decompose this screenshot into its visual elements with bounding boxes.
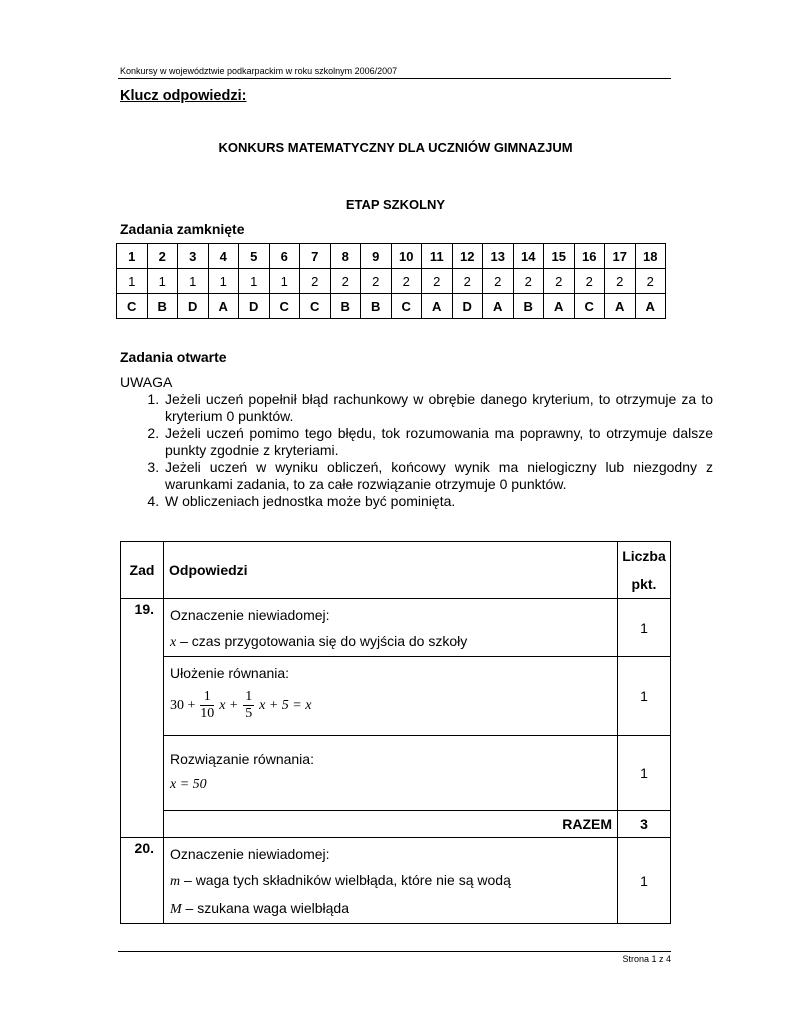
variable-m: m (170, 874, 181, 889)
variable-x-description: – czas przygotowania się do wyjścia do szkoły (176, 633, 468, 649)
answer-cell: A (544, 294, 575, 319)
task-19-equation-cell (164, 657, 618, 736)
task-19-total-points: 3 (618, 811, 671, 838)
points-cell: 2 (452, 269, 483, 294)
closed-answers-table (116, 243, 666, 319)
answer-row (117, 294, 666, 319)
points-cell: 2 (605, 269, 636, 294)
task-19-solution-label: Rozwiązanie równania: (170, 751, 314, 767)
points-cell: 2 (544, 269, 575, 294)
solution-equation: x = 50 (170, 777, 207, 792)
answer-cell: D (178, 294, 209, 319)
answer-cell: B (330, 294, 361, 319)
task-19-points-2: 1 (618, 657, 671, 736)
answer-cell: A (422, 294, 453, 319)
task-number-cell: 15 (544, 244, 575, 269)
rule-item: 1. Jeżeli uczeń popełnił błąd rachunkowy w obrębie danego kryterium, to otrzymuje za to kryterium 0 punktów. (163, 391, 713, 425)
answer-cell: B (513, 294, 544, 319)
task-20-points: 1 (618, 838, 671, 924)
answer-cell: C (117, 294, 148, 319)
points-cell: 2 (635, 269, 666, 294)
closed-tasks-heading: Zadania zamknięte (120, 221, 245, 237)
points-cell: 1 (147, 269, 178, 294)
task-number-cell: 7 (300, 244, 331, 269)
task-number-cell: 2 (147, 244, 178, 269)
task-number-cell: 12 (452, 244, 483, 269)
answer-cell: B (147, 294, 178, 319)
variable-M: M (170, 902, 182, 917)
task-19-unknown-label: Oznaczenie niewiadomej: (170, 607, 330, 623)
points-cell: 2 (422, 269, 453, 294)
points-cell: 2 (330, 269, 361, 294)
answer-cell: A (483, 294, 514, 319)
footer-divider (118, 951, 671, 952)
answer-cell: C (269, 294, 300, 319)
task-19-solution-cell (164, 736, 618, 811)
points-cell: 1 (269, 269, 300, 294)
task-number-row (117, 244, 666, 269)
variable-x: x (170, 635, 177, 650)
points-cell: 1 (178, 269, 209, 294)
task-number-cell: 4 (208, 244, 239, 269)
rule-item: 4. W obliczeniach jednostka może być pominięta. (163, 493, 713, 510)
table-row (121, 811, 671, 838)
fraction-one-tenth: $\frac{1}{10}$ (200, 688, 215, 721)
open-answers-table (120, 541, 671, 924)
task-number-cell: 6 (269, 244, 300, 269)
open-tasks-heading: Zadania otwarte (120, 349, 227, 365)
answer-key-heading: Klucz odpowiedzi: (120, 88, 247, 104)
task-19-points-1: 1 (618, 599, 671, 657)
answer-cell: A (635, 294, 666, 319)
points-cell: 2 (391, 269, 422, 294)
task-number-cell: 13 (483, 244, 514, 269)
task-19-points-3: 1 (618, 736, 671, 811)
task-number-cell: 9 (361, 244, 392, 269)
col-task-header: Zad (121, 542, 164, 599)
answer-cell: C (391, 294, 422, 319)
note-label: UWAGA (120, 374, 173, 390)
task-number-cell: 5 (239, 244, 270, 269)
points-row (117, 269, 666, 294)
answer-cell: D (239, 294, 270, 319)
task-number-cell: 10 (391, 244, 422, 269)
points-cell: 2 (513, 269, 544, 294)
answer-cell: C (574, 294, 605, 319)
points-cell: 2 (483, 269, 514, 294)
total-label: RAZEM (164, 811, 618, 838)
col-points-header-line2: pkt. (631, 576, 657, 592)
stage-title: ETAP SZKOLNY (345, 197, 446, 212)
task-19-unknown-cell (164, 599, 618, 657)
equation-part: x + 5 = x (259, 698, 312, 713)
task-number-cell: 11 (422, 244, 453, 269)
points-cell: 1 (239, 269, 270, 294)
grading-rules-list (121, 391, 713, 510)
points-cell: 1 (117, 269, 148, 294)
running-header: Konkursy w województwie podkarpackim w roku szkolnym 2006/2007 (120, 66, 398, 76)
col-points-header-line1: Liczba (622, 548, 666, 564)
answer-cell: A (605, 294, 636, 319)
points-cell: 2 (361, 269, 392, 294)
answer-cell: B (361, 294, 392, 319)
table-header-row (121, 542, 671, 599)
points-cell: 2 (300, 269, 331, 294)
answer-cell: A (208, 294, 239, 319)
points-cell: 2 (574, 269, 605, 294)
variable-M-description: – szukana waga wielbłąda (181, 900, 350, 916)
task-20-unknown-cell (164, 838, 618, 924)
task-20-unknown-label: Oznaczenie niewiadomej: (170, 846, 330, 862)
equation-part: 30 + (170, 698, 196, 713)
variable-m-description: – waga tych składników wielbłąda, które nie są wodą (180, 872, 511, 888)
header-divider (118, 78, 671, 79)
fraction-one-fifth: $\frac{1}{5}$ (245, 688, 253, 721)
table-row (121, 599, 671, 657)
task-number-cell: 16 (574, 244, 605, 269)
page-number: Strona 1 z 4 (622, 954, 671, 964)
task-19-number: 19. (121, 599, 164, 838)
table-row (121, 838, 671, 924)
answer-cell: C (300, 294, 331, 319)
equation-part: x + (219, 698, 239, 713)
task-20-number: 20. (121, 838, 164, 924)
task-number-cell: 14 (513, 244, 544, 269)
task-number-cell: 8 (330, 244, 361, 269)
task-number-cell: 17 (605, 244, 636, 269)
contest-title: KONKURS MATEMATYCZNY DLA UCZNIÓW GIMNAZJUM (218, 140, 573, 155)
col-answers-header: Odpowiedzi (164, 542, 618, 599)
task-number-cell: 18 (635, 244, 666, 269)
task-19-equation-label: Ułożenie równania: (170, 665, 290, 681)
rule-item: 3. Jeżeli uczeń w wyniku obliczeń, końcowy wynik ma nielogiczny lub niezgodny z warunkami zadania, to za całe rozwiązanie otrzymuje 0 punktów. (163, 459, 713, 493)
task-number-cell: 1 (117, 244, 148, 269)
table-row (121, 736, 671, 811)
points-cell: 1 (208, 269, 239, 294)
col-points-header (618, 542, 671, 599)
answer-cell: D (452, 294, 483, 319)
table-row (121, 657, 671, 736)
task-number-cell: 3 (178, 244, 209, 269)
rule-item: 2. Jeżeli uczeń pomimo tego błędu, tok rozumowania ma poprawny, to otrzymuje dalsze punkty zgodnie z kryteriami. (163, 425, 713, 459)
equation (170, 686, 612, 724)
